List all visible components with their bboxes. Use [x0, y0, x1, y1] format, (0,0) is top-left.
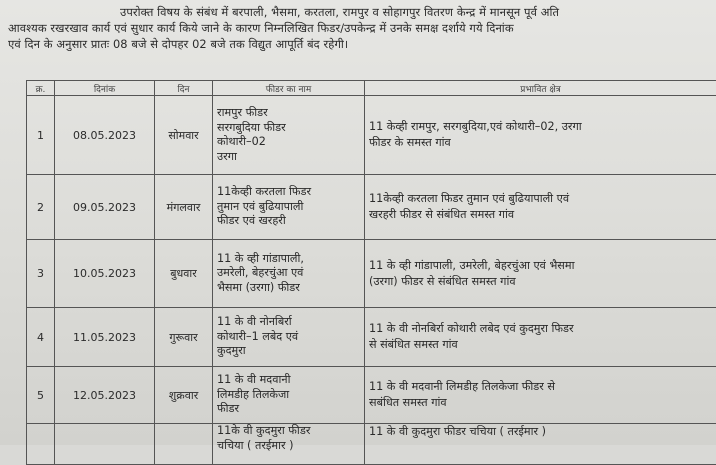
date-cell: 09.05.2023 [55, 175, 155, 240]
feeder-line: तुमान एवं बुढियापाली [217, 200, 360, 215]
area-line: 11 के व्ही गांडापाली, उमरेली, बेहरचुंआ एवं भैसमा [369, 258, 712, 274]
area-line: 11 केव्ही रामपुर, सरगबुदिया,एवं कोथारी–02, उरगा [369, 119, 712, 135]
serial-cell: 5 [27, 367, 55, 424]
feeder-line: फीडर एवं खरहरी [217, 214, 360, 229]
table-row [27, 240, 716, 308]
header-date: दिनांक [55, 81, 155, 96]
feeder-cell [213, 424, 365, 465]
feeder-cell [213, 175, 365, 240]
serial-cell: 4 [27, 308, 55, 367]
area-line: 11 के वी कुदमुरा फीडर चचिया ( तरईमार ) [369, 424, 712, 440]
header-feeder: फीडर का नाम [213, 81, 365, 96]
feeder-line: उरगा [217, 150, 360, 165]
feeder-line: 11केव्ही करतला फिडर [217, 185, 360, 200]
feeder-line: फीडर [217, 402, 360, 417]
feeder-line: सरगबुदिया फीडर [217, 121, 360, 136]
feeder-cell [213, 96, 365, 175]
affected-area-cell [365, 96, 716, 175]
feeder-line: कोथारी–1 लबेद एवं [217, 330, 360, 345]
day-cell: सोमवार [155, 96, 213, 175]
feeder-line: 11 के वी नोनबिर्रा [217, 315, 360, 330]
day-cell: मंगलवार [155, 175, 213, 240]
table-row [27, 96, 716, 175]
feeder-line: 11 के व्ही गांडापाली, [217, 252, 360, 267]
feeder-line: चचिया ( तरईमार ) [217, 439, 360, 454]
table-row [27, 175, 716, 240]
date-cell: 12.05.2023 [55, 367, 155, 424]
serial-cell: 2 [27, 175, 55, 240]
feeder-cell [213, 367, 365, 424]
header-day: दिन [155, 81, 213, 96]
area-line: सबंधित समस्त गांव [369, 395, 712, 411]
date-cell: 11.05.2023 [55, 308, 155, 367]
feeder-line: रामपुर फीडर [217, 106, 360, 121]
feeder-line: लिमडीह तिलकेजा [217, 388, 360, 403]
header-serial: क्र. [27, 81, 55, 96]
table-row [27, 424, 716, 465]
feeder-cell [213, 240, 365, 308]
area-line: से संबंधित समस्त गांव [369, 337, 712, 353]
table-row [27, 367, 716, 424]
area-line: खरहरी फीडर से संबंधित समस्त गांव [369, 207, 712, 223]
feeder-line: 11के वी कुदमुरा फीडर [217, 424, 360, 439]
date-cell: 08.05.2023 [55, 96, 155, 175]
feeder-line: कुदमुरा [217, 344, 360, 359]
area-line: 11 के वी मदवानी लिमडीह तिलकेजा फीडर से [369, 379, 712, 395]
affected-area-cell [365, 367, 716, 424]
serial-cell: 1 [27, 96, 55, 175]
feeder-cell [213, 308, 365, 367]
intro-paragraph [8, 4, 714, 52]
feeder-line: कोथारी–02 [217, 135, 360, 150]
affected-area-cell [365, 424, 716, 465]
header-affected-area: प्रभावित क्षेत्र [365, 81, 716, 96]
feeder-line: उमरेली, बेहरचुंआ एवं [217, 266, 360, 281]
shutdown-schedule-table [26, 80, 716, 465]
area-line: 11केव्ही करतला फिडर तुमान एवं बुढियापाली एवं [369, 191, 712, 207]
date-cell: 10.05.2023 [55, 240, 155, 308]
day-cell: गुरूवार [155, 308, 213, 367]
feeder-line: 11 के वी मदवानी [217, 373, 360, 388]
affected-area-cell [365, 240, 716, 308]
serial-cell: 3 [27, 240, 55, 308]
day-cell: बुधवार [155, 240, 213, 308]
table-header-row [27, 81, 716, 96]
area-line: 11 के वी नोनबिर्रा कोथारी लबेद एवं कुदमुरा फिडर [369, 321, 712, 337]
intro-line: आवश्यक रखरखाव कार्य एवं सुधार कार्य किये जाने के कारण निम्नलिखित फिडर/उपकेन्द्र में उनके समक्ष दर्शाये गये दिनांक [8, 20, 714, 36]
affected-area-cell [365, 308, 716, 367]
day-cell: शुक्रवार [155, 367, 213, 424]
day-cell [155, 424, 213, 465]
feeder-line: भैसमा (उरगा) फीडर [217, 281, 360, 296]
table-row [27, 308, 716, 367]
area-line: फीडर के समस्त गांव [369, 135, 712, 151]
area-line: (उरगा) फीडर से संबंधित समस्त गांव [369, 274, 712, 290]
affected-area-cell [365, 175, 716, 240]
intro-line: उपरोक्त विषय के संबंध में बरपाली, भैसमा, करतला, रामपुर व सोहागपुर वितरण केन्द्र में मानसून पूर्व अति [8, 4, 714, 20]
date-cell [55, 424, 155, 465]
intro-line: एवं दिन के अनुसार प्रातः 08 बजे से दोपहर 02 बजे तक विद्युत आपूर्ति बंद रहेगी। [8, 36, 714, 52]
serial-cell [27, 424, 55, 465]
